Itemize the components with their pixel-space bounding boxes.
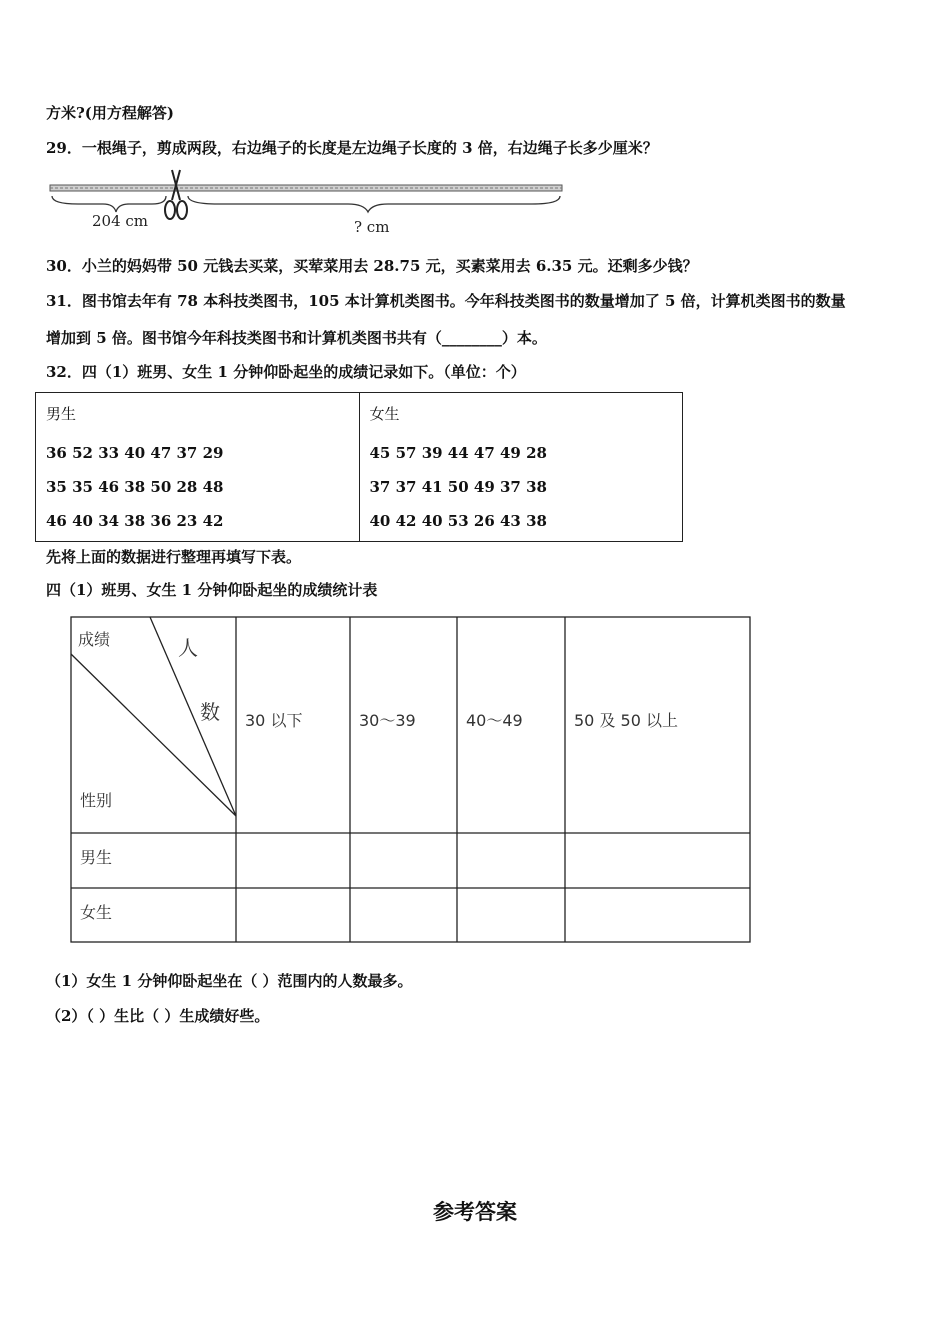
boys-row-2: 35 35 46 38 50 28 48 (46, 478, 224, 496)
sub-question-2: （2）（ ）生比（ ）生成绩好些。 (46, 1007, 270, 1025)
answer-section-title: 参考答案 (433, 1200, 517, 1224)
boys-header: 男生 (46, 405, 77, 423)
right-length-label: ? cm (354, 218, 390, 236)
col-header-40-49: 40～49 (466, 711, 523, 730)
corner-gender-label: 性别 (80, 791, 113, 810)
question-30: 30．小兰的妈妈带 50 元钱去买菜，买荤菜用去 28.75 元，买素菜用去 6.35 元。还剩多少钱？ (46, 257, 698, 275)
records-table (35, 392, 683, 542)
corner-people-label-1: 人 (178, 636, 198, 660)
question-31-line2: 增加到 5 倍。图书馆今年科技类图书和计算机类图书共有（________）本。 (46, 329, 547, 347)
girls-row-3: 40 42 40 53 26 43 38 (369, 512, 547, 530)
question-29: 29．一根绳子，剪成两段，右边绳子的长度是左边绳子长度的 3 倍，右边绳子长多少厘米？ (46, 139, 658, 157)
question-31-line1: 31．图书馆去年有 78 本科技类图书，105 本计算机类图书。今年科技类图书的数量增加了 5 倍，计算机类图书的数量 (46, 292, 846, 310)
boys-row-1: 36 52 33 40 47 37 29 (46, 444, 224, 462)
scissors-icon (165, 170, 187, 219)
col-header-under-30: 30 以下 (245, 711, 303, 730)
boys-records-cell (36, 393, 360, 542)
girls-records-cell (359, 393, 683, 542)
row-header-boys: 男生 (80, 848, 113, 867)
left-length-label: 204 cm (92, 212, 149, 230)
corner-people-label-2: 数 (200, 700, 220, 724)
instruction: 先将上面的数据进行整理再填写下表。 (46, 548, 302, 566)
stat-table-grid (70, 616, 751, 943)
col-header-50-plus: 50 及 50 以上 (574, 711, 678, 730)
question-32: 32．四（1）班男、女生 1 分钟仰卧起坐的成绩记录如下。（单位：个） (46, 363, 526, 381)
stat-table (70, 616, 751, 943)
rope-figure (48, 166, 568, 238)
right-brace (188, 196, 560, 212)
stat-table-title: 四（1）班男、女生 1 分钟仰卧起坐的成绩统计表 (46, 581, 378, 599)
girls-header: 女生 (369, 405, 400, 423)
boys-row-3: 46 40 34 38 36 23 42 (46, 512, 224, 530)
left-brace (52, 196, 166, 212)
corner-score-label: 成绩 (78, 630, 111, 649)
sub-question-1: （1）女生 1 分钟仰卧起坐在（ ）范围内的人数最多。 (46, 972, 413, 990)
col-header-30-39: 30～39 (359, 711, 416, 730)
question-28-continuation: 方米?(用方程解答) (46, 104, 174, 122)
row-header-girls: 女生 (80, 903, 113, 922)
girls-row-2: 37 37 41 50 49 37 38 (369, 478, 547, 496)
girls-row-1: 45 57 39 44 47 49 28 (369, 444, 547, 462)
